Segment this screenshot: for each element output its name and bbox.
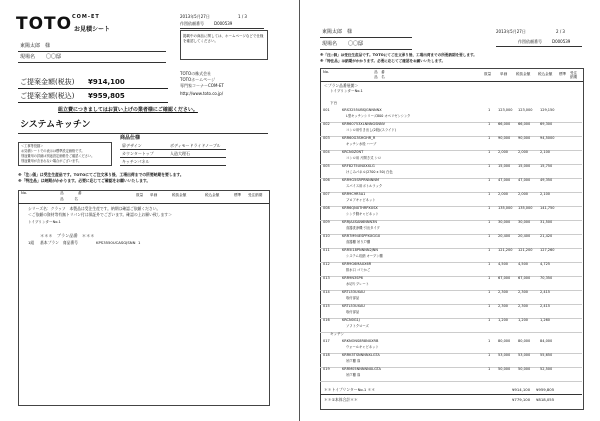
row-no: 005 [323, 164, 330, 168]
col-sub: 品 名 [60, 197, 78, 201]
table-row [320, 220, 582, 235]
row-unit: 20,400 [498, 234, 511, 238]
consult-notice: 組立費につきましてはお買い上げの業者様にご確認ください。 [58, 107, 198, 113]
col-qty: 数量 [136, 193, 144, 197]
table-row [320, 150, 582, 165]
row-desc: コンロ用引き出し(2段)(スライド) [346, 128, 397, 132]
row-tax: 94,5000 [540, 136, 555, 140]
p2-lower-label: 下台 [330, 101, 338, 105]
table-row [320, 276, 582, 291]
table-row [320, 234, 582, 249]
row-tax: 15,750 [540, 164, 553, 168]
total-incl-label: ご提案金額(税込) [20, 92, 75, 100]
row-qty: 1 [488, 220, 491, 224]
row-tax: 49,350 [540, 178, 553, 182]
spec-key-1: カウンタートップ [122, 151, 154, 156]
row-code: KRR60753XLNNNGSNNV [342, 122, 386, 126]
p2-subtotal-label: ＊＊トイプリンターNo.1 ＊＊ [324, 387, 376, 392]
row-code: KRTL53UXAU [342, 290, 365, 294]
group-heading: ＊＊＊ プラン品番 ＊＊＊ [40, 233, 95, 238]
row-code: KRR6QNXTHRPXXSX [342, 206, 378, 210]
row-price: 2,300 [518, 304, 529, 308]
row-code: KRCN0G1J [342, 318, 360, 322]
row-price: 4,500 [518, 262, 529, 266]
row-tax: 141,750 [540, 206, 555, 210]
row-qty: 1 [488, 136, 491, 140]
row-code: KRR9G6MAXX6R [342, 262, 372, 266]
row-unit: 123,000 [498, 108, 513, 112]
row-no: 008 [323, 206, 330, 210]
row-tax: 31,500 [540, 220, 553, 224]
table-row [320, 192, 582, 207]
row-unit: 90,000 [498, 136, 511, 140]
toto-logo: TOTO [16, 14, 73, 34]
site-label: 現場名 [20, 54, 36, 60]
row-code: KRRM05NNNNNXLGTA [342, 367, 381, 371]
row-no: 017 [323, 339, 330, 343]
row-unit: 47,000 [498, 178, 511, 182]
row-qty: 1 [488, 248, 491, 252]
row-tax: 55,650 [540, 353, 553, 357]
row-qty: 1 [488, 164, 491, 168]
row-qty: 1 [138, 240, 141, 245]
row-code: KRR5I18PNNNN2JNN [342, 248, 378, 252]
row-code: KRS3255UBSJGNNNNX [342, 108, 382, 112]
table-row [320, 318, 582, 333]
col-no: No. [21, 191, 27, 195]
row-code: KPS3550UCASGJSNN [96, 240, 136, 245]
row-tax: 1,260 [540, 318, 551, 322]
warning-1: ※「注◇価」は受注生産品です。TOTOにてご注文承り後、工場出荷までの所要納期を要します。 [18, 172, 184, 177]
row-unit: 50,000 [498, 367, 511, 371]
row-desc: 吊戸棚 扉 [346, 373, 361, 377]
row-unit: 2,300 [498, 290, 509, 294]
row-qty: 1 [488, 150, 491, 154]
site-name: 〇〇邸 [46, 54, 62, 60]
row-price: 15,000 [518, 164, 531, 168]
spec-key-0: 扉デザイン [122, 143, 142, 148]
p2-wall-label: キッチン [330, 332, 345, 336]
row-price: 47,000 [518, 178, 531, 182]
row-qty: 1 [488, 262, 491, 266]
row-desc: シンク側キャビネット [346, 212, 379, 216]
row-unit: 4,500 [498, 262, 509, 266]
table-row [320, 304, 582, 319]
row-note-2: ＜ご依頼の資材等有無トリパン付は保証外でございます。確認の上お願い致します＞ [28, 212, 172, 217]
total-excl-label: ご提案金額(税抜) [20, 78, 75, 86]
col-mark: 受注納期 [248, 193, 263, 197]
row-unit: 121,200 [498, 248, 513, 252]
row-code: KRR7M94ESPPXXGGX [342, 234, 381, 238]
row-tax: 52,500 [540, 367, 553, 371]
p2-col-sub: 品 名 [374, 75, 385, 79]
page-number: 1 / 3 [238, 14, 247, 19]
p2-col-note: 標準 [559, 72, 567, 76]
p2-col-qty: 数量 [484, 72, 492, 76]
row-code: KRRK5TSNNNNXLGTA [342, 353, 380, 357]
row-tax: 129,150 [540, 108, 555, 112]
row-price: 135,000 [518, 206, 533, 210]
p2-col-name: 品 番 [374, 70, 385, 74]
row-unit: 30,000 [498, 220, 511, 224]
row-desc: システム収納 オープン棚 [346, 254, 383, 258]
row-qty: 1 [488, 178, 491, 182]
row-no: 1組 [28, 240, 35, 245]
customer-name: 東陽太郎 様 [20, 43, 51, 49]
section-title: システムキッチン [20, 120, 91, 130]
col-price: 税抜金額 [172, 193, 187, 197]
table-row [320, 178, 582, 193]
row-price: 2,000 [518, 150, 529, 154]
row-price: 2,300 [518, 290, 529, 294]
row-unit: 80,000 [498, 339, 511, 343]
row-desc: ソフトクローズ [346, 324, 369, 328]
row-code: KRR9N3SP6 [342, 276, 363, 280]
row-unit: 2,300 [498, 304, 509, 308]
doc-no: D000539 [214, 21, 233, 26]
row-tax: 70,350 [540, 276, 553, 280]
row-unit: 67,000 [498, 276, 511, 280]
p2-warning-2: ※「特注品」は納期がかかります。必要に応じてご確認をお願いいたします。 [320, 59, 446, 63]
row-tax: 21,420 [540, 234, 553, 238]
row-name: 基本プラン 商品番号 [40, 240, 78, 245]
p2-subtotal-price: ¥914,100 [512, 387, 531, 392]
row-note-1: シリーズ名：クラッソ 本製品は受注生産です。納期は確認ご依頼ください。 [28, 206, 161, 211]
row-no: 003 [323, 136, 330, 140]
p2-plan-label: ＜プラン品番展開＞ [324, 83, 359, 88]
row-price: 67,000 [518, 276, 531, 280]
row-qty: 1 [488, 318, 491, 322]
p2-col-unit: 単価 [500, 72, 508, 76]
row-desc: 排水口 ゴミかご [346, 268, 371, 272]
spec-val-0: ボディモードライドノーブル [170, 143, 221, 148]
total-excl-value: ¥914,100 [88, 78, 125, 86]
logo-sub: COM-ET [72, 14, 100, 20]
quote-page-2 [300, 0, 600, 421]
row-desc: ウォールキャビネット [346, 345, 379, 349]
col-unit: 単価 [150, 193, 158, 197]
row-code: KRR9C9R5A1 [342, 192, 366, 196]
table-row [320, 164, 582, 179]
row-qty: 1 [488, 192, 491, 196]
row-no: 015 [323, 304, 330, 308]
table-row [320, 290, 582, 305]
row-desc: キッチン水栓 ハーブ [346, 142, 377, 146]
row-qty: 1 [488, 234, 491, 238]
row-tax: 84,000 [540, 339, 553, 343]
row-tax: 4,725 [540, 262, 551, 266]
p2-warning-1: ※「注◇価」は受注生産品です。TOTOにてご注文承り後、工場出荷までの所要納期を要します。 [320, 53, 477, 57]
row-no: 019 [323, 367, 330, 371]
row-no: 010 [323, 234, 330, 238]
row-unit: 1,200 [498, 318, 509, 322]
row-tax: 2,100 [540, 192, 551, 196]
row-qty: 1 [488, 353, 491, 357]
row-code: KRRJA4SAN6NNN3N [342, 220, 377, 224]
row-no: 014 [323, 290, 330, 294]
row-desc: フロアキャビネット [346, 198, 376, 202]
table-row [320, 339, 582, 354]
row-qty: 1 [488, 206, 491, 210]
p2-col-mark: 受注納期 [570, 71, 578, 80]
col-tax: 税込金額 [205, 193, 220, 197]
row-price: 90,000 [518, 136, 531, 140]
p2-site: 〇〇邸 [348, 41, 364, 47]
row-price: 20,400 [518, 234, 531, 238]
date: 2013年5月27日 [180, 14, 210, 19]
p2-total-price: ¥779,100 [512, 397, 531, 402]
row-code: KRCN0Z0NT [342, 150, 364, 154]
row-desc: 食器棚 吊り戸棚 [346, 240, 371, 244]
company-name: TOTOの株式会社 [180, 71, 212, 76]
row-no: 004 [323, 150, 330, 154]
row-price: 50,000 [518, 367, 531, 371]
p2-subtotal-tax: ¥959,805 [536, 387, 555, 392]
row-desc: スパイス用ボトルラック [346, 184, 383, 188]
table-row [320, 262, 582, 277]
row-code: KRR60G3SHGHR_R [342, 136, 376, 140]
p2-col-no: No. [323, 70, 329, 74]
row-tax: 2,100 [540, 150, 551, 154]
row-no: 006 [323, 178, 330, 182]
row-desc: けこみパネル(2700 x 50) 白色 [346, 170, 393, 174]
company-url[interactable]: http://www.toto.co.jp/ [180, 91, 224, 96]
doc-no-label: 作図依頼番号 [180, 21, 204, 26]
row-price: 30,000 [518, 220, 531, 224]
row-no: 007 [323, 192, 330, 196]
p2-site-label: 現場名 [322, 41, 338, 47]
row-no: 001 [323, 108, 330, 112]
warning-2: ※「特注品」は納期がかかります。必要に応じてご確認をお願いいたします。 [18, 178, 151, 183]
row-tax: 69,300 [540, 122, 553, 126]
p2-total-label: ＊＊①本体合計＊＊ [324, 397, 358, 402]
p2-doc-no-label: 作図依頼番号 [518, 39, 542, 44]
row-no: 013 [323, 276, 330, 280]
col-name: 品 番 [60, 191, 82, 195]
row-qty: 1 [488, 108, 491, 112]
row-code: KRTL53UXAU [342, 304, 365, 308]
row-no: 009 [323, 220, 330, 224]
table-row [320, 122, 582, 137]
table-row [320, 367, 582, 382]
row-code: KRKNONS8R8NXXRB [342, 339, 379, 343]
row-qty: 1 [488, 290, 491, 294]
notice-box: 掲載中の商品に関しては、ホームページなどで仕様を確認してください。 [180, 30, 268, 60]
row-unit: 135,000 [498, 206, 513, 210]
row-price: 80,000 [518, 339, 531, 343]
row-qty: 1 [488, 122, 491, 126]
p2-page-number: 2 / 3 [556, 29, 565, 34]
row-qty: 1 [488, 339, 491, 343]
row-unit: 53,000 [498, 353, 511, 357]
row-no: 012 [323, 262, 330, 266]
table-row [320, 108, 582, 123]
row-tax: 127,260 [540, 248, 555, 252]
row-qty: 1 [488, 367, 491, 371]
table-row [320, 136, 582, 151]
row-qty: 1 [488, 304, 491, 308]
row-tax: 2,415 [540, 304, 551, 308]
spec-key-2: キッチンパネル [122, 159, 150, 164]
row-no: 016 [323, 318, 330, 322]
spec-val-1: 人造大理石 [170, 151, 190, 156]
row-code: KRR9G5SRPRNNNNM [342, 178, 380, 182]
p2-doc-no: D000539 [552, 39, 571, 44]
company-line2: TOTOホームページ [180, 77, 216, 82]
row-price: 123,000 [518, 108, 533, 112]
table-row [320, 206, 582, 221]
row-price: 53,000 [518, 353, 531, 357]
p2-col-tax: 税込金額 [538, 72, 553, 76]
row-price: 66,000 [518, 122, 531, 126]
spec-title: 商品仕様 [120, 135, 141, 141]
row-desc: 取付部品 [346, 296, 360, 300]
p2-date: 2013年5月27日 [496, 29, 526, 34]
doc-title: お見積シート [74, 26, 111, 33]
row-price: 121,200 [518, 248, 533, 252]
row-tax: 2,415 [540, 290, 551, 294]
row-unit: 2,000 [498, 150, 509, 154]
row-code: KRF8275UNXXXLG [342, 164, 375, 168]
p2-col-price: 税抜金額 [516, 72, 531, 76]
row-no: 002 [323, 122, 330, 126]
table-row [320, 248, 582, 263]
company-line3: 専門家コーナーCOM-ET [180, 83, 224, 88]
total-incl-value: ¥959,805 [88, 92, 125, 100]
p2-total-tax: ¥818,055 [536, 397, 555, 402]
table-row [320, 353, 582, 368]
work-note-box: ＜工事等役割＞ お見積シートでの表示は標準設定価格です。 別途費用の詳細は別途設定価格をご確認ください。 別途費用が含まれない場合がございます。 [18, 142, 112, 166]
p2-customer: 東陽太郎 様 [322, 29, 353, 35]
row-desc: コンロ用 片開き式 シロ [346, 156, 382, 160]
row-desc: 水切りプレート [346, 282, 369, 286]
row-price: 1,200 [518, 318, 529, 322]
row-unit: 15,000 [498, 164, 511, 168]
row-no: 011 [323, 248, 330, 252]
col-note: 標準 [234, 193, 242, 197]
row-note-3: トイプリンターNo.1 [28, 220, 61, 224]
row-no: 018 [323, 353, 330, 357]
p2-plan-sub: トイプリンターNo.1 [330, 89, 363, 93]
row-desc: 食器洗浄機 引出タイプ [346, 226, 380, 230]
row-desc: 取付部品 [346, 310, 360, 314]
row-desc: 吊戸棚 扉 [346, 359, 361, 363]
row-price: 2,000 [518, 192, 529, 196]
row-unit: 66,000 [498, 122, 511, 126]
row-unit: 2,000 [498, 192, 509, 196]
row-desc: L型キッチンシリーズ800 オペリゼンシンク [346, 114, 411, 118]
row-qty: 1 [488, 276, 491, 280]
